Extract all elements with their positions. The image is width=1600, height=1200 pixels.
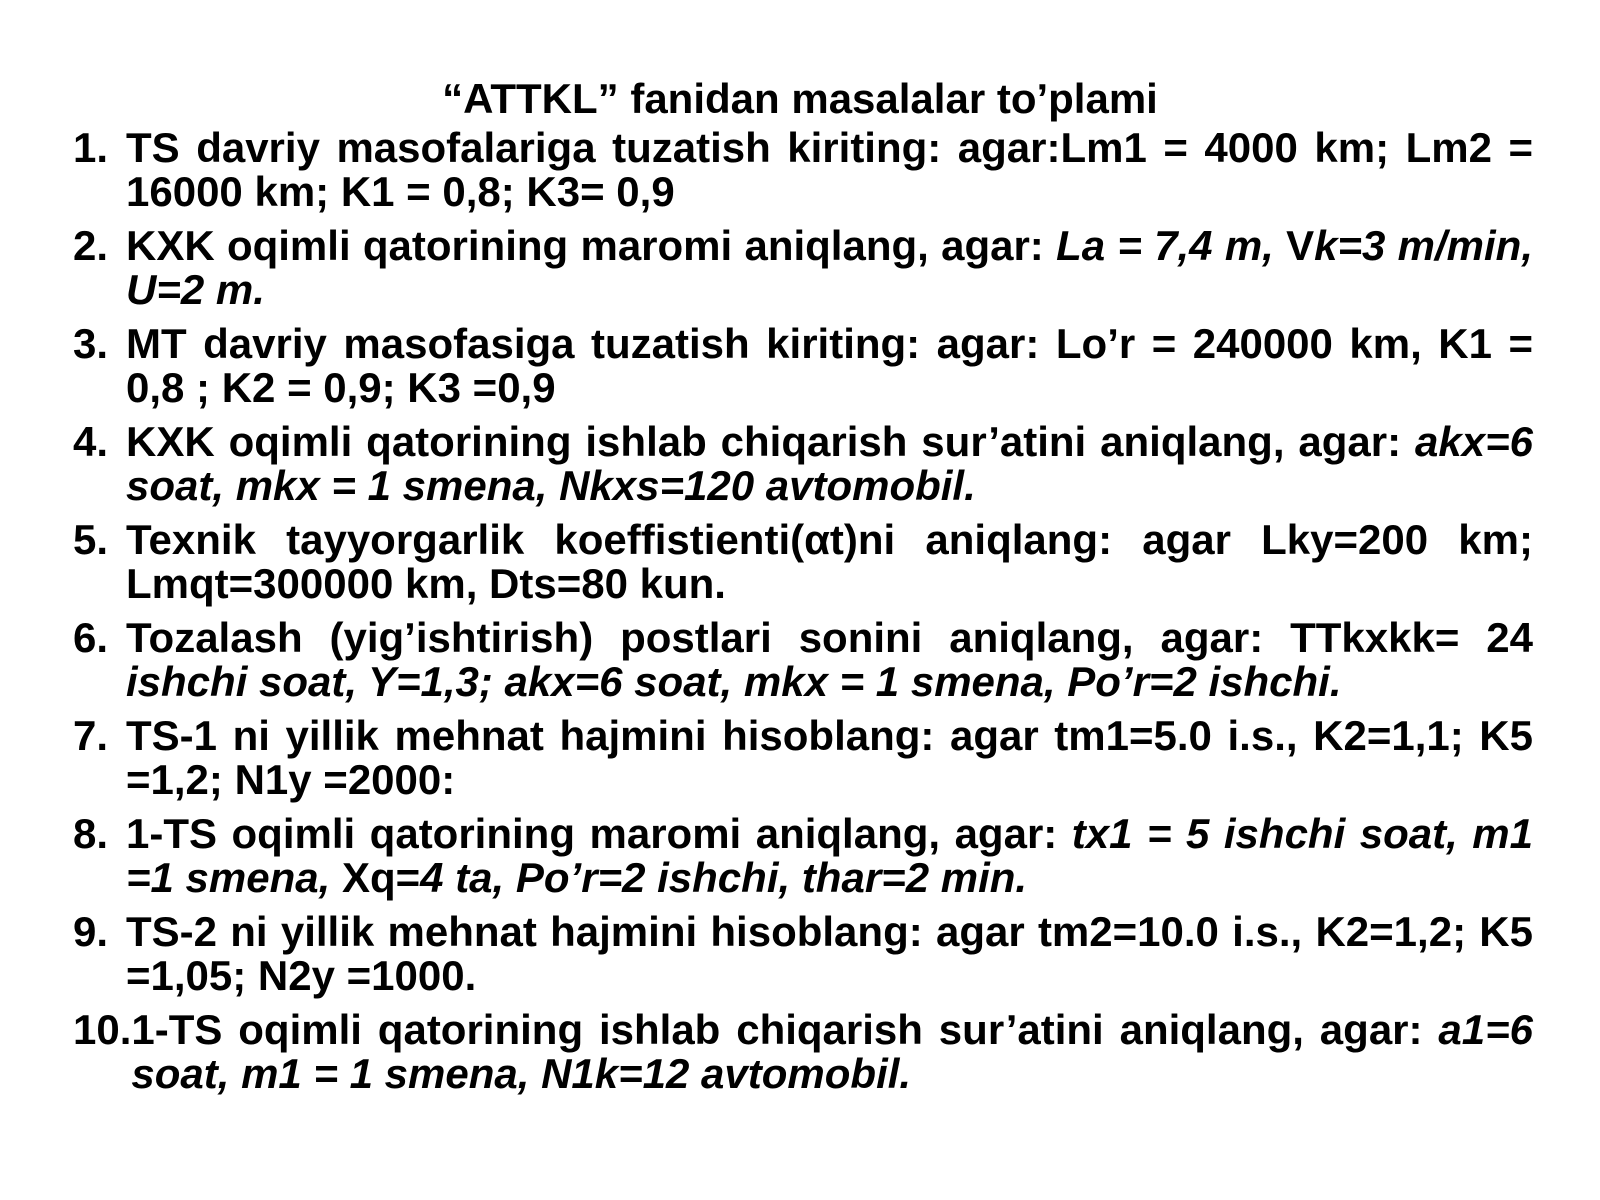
- problem-item: [73, 322, 1533, 410]
- problem-text-italic-segment: k=3 m/min, U=2 m.: [126, 222, 1533, 313]
- problem-item: [73, 126, 1533, 214]
- document-title: “ATTKL” fanidan masalalar to’plami: [442, 75, 1158, 122]
- problem-text: [126, 420, 1533, 508]
- problem-item: [73, 1008, 1533, 1096]
- problem-number: 1.: [73, 124, 109, 171]
- problem-text-italic-segment: La = 7,4 m,: [1056, 222, 1287, 269]
- problem-text: [126, 322, 1533, 410]
- problem-list: [73, 126, 1533, 1106]
- problem-text: [126, 518, 1533, 606]
- problem-number: 4.: [73, 418, 109, 465]
- problem-text-italic-segment: akx=6 soat, mkx = 1 smena, Nkxs=120 avtomobil.: [126, 418, 1533, 509]
- problem-text-segment: Tozalash (yig’ishtirish) postlari sonini aniqlang, agar: TTkxkk= 24: [126, 614, 1533, 661]
- problem-text-italic-segment: 4 ta, Po’r=2 ishchi, thar=2 min.: [420, 854, 1028, 901]
- problem-item: [73, 910, 1533, 998]
- problem-text-segment: TS davriy masofalariga tuzatish kiriting: agar:Lm1 = 4000 km; Lm2 = 16000 km; K1 = 0,8; K3= 0,9: [126, 124, 1533, 215]
- problem-text-segment: V: [1286, 222, 1315, 269]
- problem-text-segment: Xq=: [341, 854, 421, 901]
- problem-number: 3.: [73, 320, 109, 367]
- problem-text: [126, 224, 1533, 312]
- problem-item: [73, 518, 1533, 606]
- problem-text-segment: 1-TS oqimli qatorining ishlab chiqarish sur’atini aniqlang, agar:: [131, 1006, 1439, 1053]
- problem-text-segment: Texnik tayyorgarlik koeffistienti(αt)ni aniqlang: agar Lky=200 km; Lmqt=300000 km, Dts=80 kun.: [126, 516, 1533, 607]
- problem-item: [73, 616, 1533, 704]
- problem-text-segment: TS-2 ni yillik mehnat hajmini hisoblang: agar tm2=10.0 i.s., K2=1,2; K5 =1,05; N2y =1000.: [126, 908, 1533, 999]
- problem-item: [73, 714, 1533, 802]
- problem-text-segment: 1-TS oqimli qatorining maromi aniqlang, agar:: [126, 810, 1072, 857]
- problem-number: 6.: [73, 614, 109, 661]
- problem-number: 8.: [73, 810, 109, 857]
- problem-text-segment: KXK oqimli qatorining ishlab chiqarish sur’atini aniqlang, agar:: [126, 418, 1416, 465]
- problem-text: [126, 616, 1533, 704]
- problem-item: [73, 224, 1533, 312]
- problem-text: [126, 126, 1533, 214]
- problem-text-italic-segment: a1=6 soat, m1 = 1 smena, N1k=12 avtomobil.: [131, 1006, 1533, 1097]
- problem-text: [126, 714, 1533, 802]
- problem-number: 9.: [73, 908, 109, 955]
- problem-text-segment: KXK oqimli qatorining maromi aniqlang, agar:: [126, 222, 1057, 269]
- problem-number: 2.: [73, 222, 109, 269]
- problem-text-segment: TS-1 ni yillik mehnat hajmini hisoblang: agar tm1=5.0 i.s., K2=1,1; K5 =1,2; N1y =2000:: [126, 712, 1533, 803]
- problem-number: 10.: [73, 1006, 132, 1053]
- problem-text-italic-segment: ishchi soat, Y=1,3; akx=6 soat, mkx = 1 smena, Po’r=2 ishchi.: [126, 658, 1342, 705]
- problem-number: 7.: [73, 712, 109, 759]
- problem-text-segment: MT davriy masofasiga tuzatish kiriting: agar: Lo’r = 240000 km, K1 = 0,8 ; K2 = 0,9; K3 =0,9: [126, 320, 1533, 411]
- problem-item: [73, 812, 1533, 900]
- problem-item: [73, 420, 1533, 508]
- problem-number: 5.: [73, 516, 109, 563]
- problem-text: [131, 1008, 1533, 1096]
- problem-text: [126, 910, 1533, 998]
- problem-text: [126, 812, 1533, 900]
- problem-text-italic-segment: tx1 = 5 ishchi soat, m1 =1 smena,: [126, 810, 1533, 901]
